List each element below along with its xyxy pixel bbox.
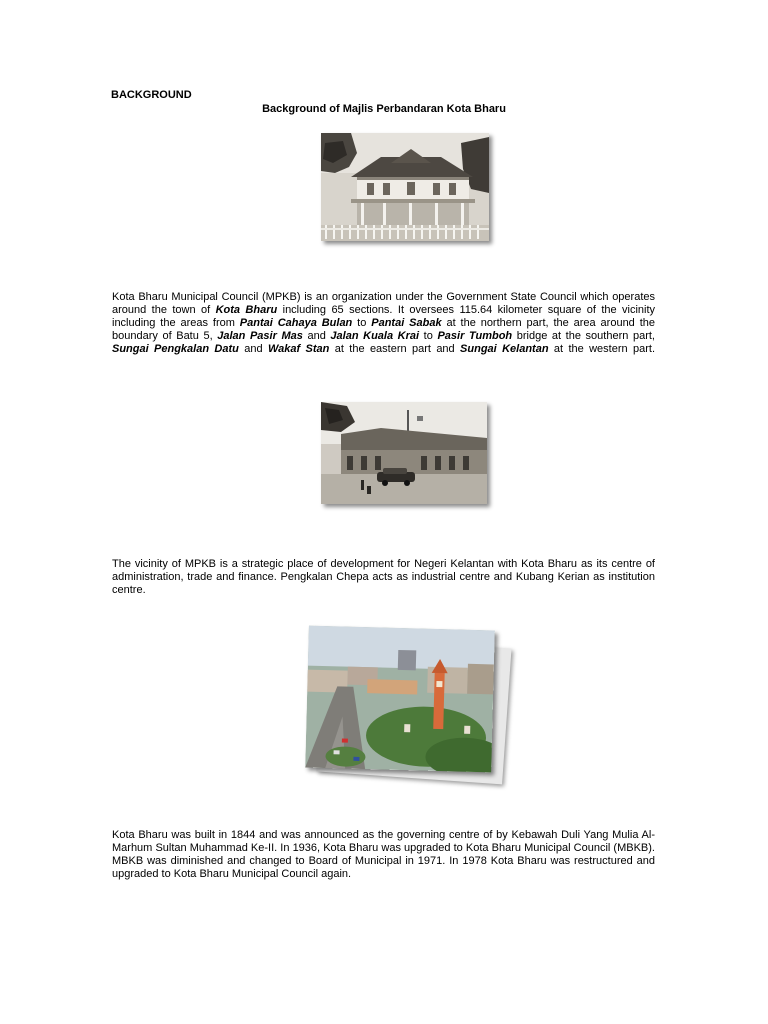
- photo-old-street: [321, 402, 487, 504]
- text-run: to: [352, 317, 372, 329]
- text-run: and: [302, 330, 331, 342]
- place-name: Sungai Pengkalan Datu: [112, 343, 239, 355]
- text-run: at the northern part, the area around the boundary of Batu 5,: [112, 317, 655, 342]
- place-name: Pantai Cahaya Bulan: [239, 317, 353, 329]
- paragraph-council-description: [112, 291, 655, 356]
- place-name: Jalan Pasir Mas: [217, 330, 303, 342]
- paragraph-vicinity: The vicinity of MPKB is a strategic place of development for Negeri Kelantan with Kota Bharu as its centre of administration, trade and finance. Pengkalan Chepa acts as industrial centre and Kubang Kerian as institution centre.: [112, 558, 655, 596]
- place-name: Wakaf Stan: [267, 343, 330, 355]
- place-name: Pasir Tumboh: [437, 330, 513, 342]
- place-name: Kota Bharu: [215, 304, 278, 316]
- place-name: Pantai Sabak: [371, 317, 442, 329]
- photo-clock-tower-stack: [307, 628, 507, 786]
- text-run: at the western part.: [548, 343, 656, 355]
- text-run: including 65 sections. It oversees 115.64 kilometer square of the vicinity including the areas from: [112, 304, 656, 329]
- paragraph-history: Kota Bharu was built in 1844 and was announced as the governing centre of by Kebawah Duli Yang Mulia Al-Marhum Sultan Muhammad Ke-II. In 1936, Kota Bharu was upgraded to Kota Bharu Municipal Council (MBKB). MBKB was diminished and changed to Board of Municipal in 1971. In 1978 Kota Bharu was restructured and upgraded to Kota Bharu Municipal Council again.: [112, 829, 655, 880]
- text-run: bridge at the southern part,: [512, 330, 655, 342]
- section-heading: BACKGROUND: [111, 89, 192, 101]
- text-run: to: [419, 330, 438, 342]
- photo-old-building: [321, 133, 489, 241]
- place-name: Jalan Kuala Krai: [330, 330, 420, 342]
- photo-clock-tower: [305, 626, 495, 773]
- text-run: at the eastern part and: [329, 343, 461, 355]
- place-name: Sungai Kelantan: [460, 343, 549, 355]
- text-run: and: [238, 343, 268, 355]
- document-title: Background of Majlis Perbandaran Kota Bharu: [262, 103, 506, 115]
- text-run: Kota Bharu Municipal Council (MPKB) is an organization under the Government State Council which operates around the town of: [112, 291, 655, 316]
